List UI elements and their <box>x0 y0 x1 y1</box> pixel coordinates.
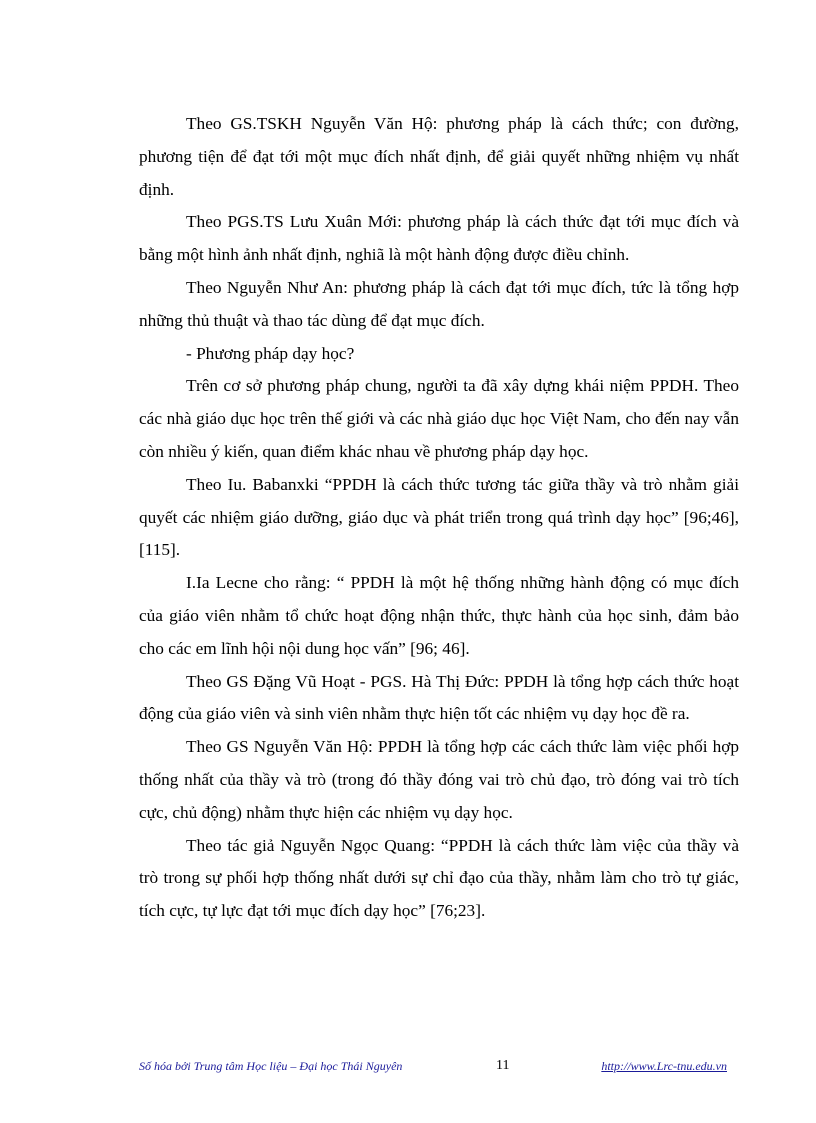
paragraph-definition-nguyen-nhu-an: Theo Nguyễn Như An: phương pháp là cách đạt tới mục đích, tức là tổng hợp những thủ thuật và thao tác dùng để đạt mục đích. <box>139 277 739 330</box>
page-number: 11 <box>496 1058 510 1073</box>
paragraph-definition-luu-xuan-moi: Theo PGS.TS Lưu Xuân Mới: phương pháp là cách thức đạt tới mục đích và bằng một hình ảnh nhất định, nghiã là một hành động được điều chỉnh. <box>139 212 739 265</box>
paragraph-definition-nguyen-van-ho-ppdh: Theo GS Nguyễn Văn Hộ: PPDH là tổng hợp các cách thức làm việc phối hợp thống nhất của thầy và trò (trong đó thầy đóng vai trò chủ đạo, trò đóng vai trò tích cực, chủ động) nhằm thực hiện các nhiệm vụ dạy học. <box>139 737 739 822</box>
paragraph-general-concept: Trên cơ sở phương pháp chung, người ta đã xây dựng khái niệm PPDH. Theo các nhà giáo dục học trên thế giới và các nhà giáo dục học Việt Nam, cho đến nay vẫn còn nhiều ý kiến, quan điểm khác nhau về phương pháp dạy học. <box>139 376 739 461</box>
footer-website-link[interactable]: http://www.Lrc-tnu.edu.vn <box>601 1059 727 1073</box>
paragraph-definition-babanxki: Theo Iu. Babanxki “PPDH là cách thức tương tác giữa thầy và trò nhằm giải quyết các nhiệm giáo dưỡng, giáo dục và phát triển trong quá trình dạy học” [96;46], [115]. <box>139 474 739 560</box>
footer-source: Số hóa bởi Trung tâm Học liệu – Đại học Thái Nguyên <box>139 1059 403 1073</box>
document-body <box>139 108 739 928</box>
page-footer <box>139 1059 727 1079</box>
section-heading-teaching-methods: - Phương pháp dạy học? <box>186 343 355 363</box>
paragraph-definition-dang-vu-hoat: Theo GS Đặng Vũ Hoạt - PGS. Hà Thị Đức: PPDH là tổng hợp cách thức hoạt động của giáo viên và sinh viên nhằm thực hiện tốt các nhiệm vụ dạy học đề ra. <box>139 671 739 724</box>
paragraph-definition-nguyen-van-ho: Theo GS.TSKH Nguyễn Văn Hộ: phương pháp là cách thức; con đường, phương tiện để đạt tới một mục đích nhất định, để giải quyết những nhiệm vụ nhất định. <box>139 114 739 199</box>
paragraph-definition-lecne: I.Ia Lecne cho rằng: “ PPDH là một hệ thống những hành động có mục đích của giáo viên nhằm tổ chức hoạt động nhận thức, thực hành của học sinh, đảm bảo cho các em lĩnh hội nội dung học vấn” [96; 46]. <box>139 573 739 658</box>
paragraph-definition-nguyen-ngoc-quang: Theo tác giả Nguyễn Ngọc Quang: “PPDH là cách thức làm việc của thầy và trò trong sự phối hợp thống nhất dưới sự chỉ đạo của thầy, nhằm làm cho trò tự giác, tích cực, tự lực đạt tới mục đích dạy học” [76;23]. <box>139 835 739 921</box>
